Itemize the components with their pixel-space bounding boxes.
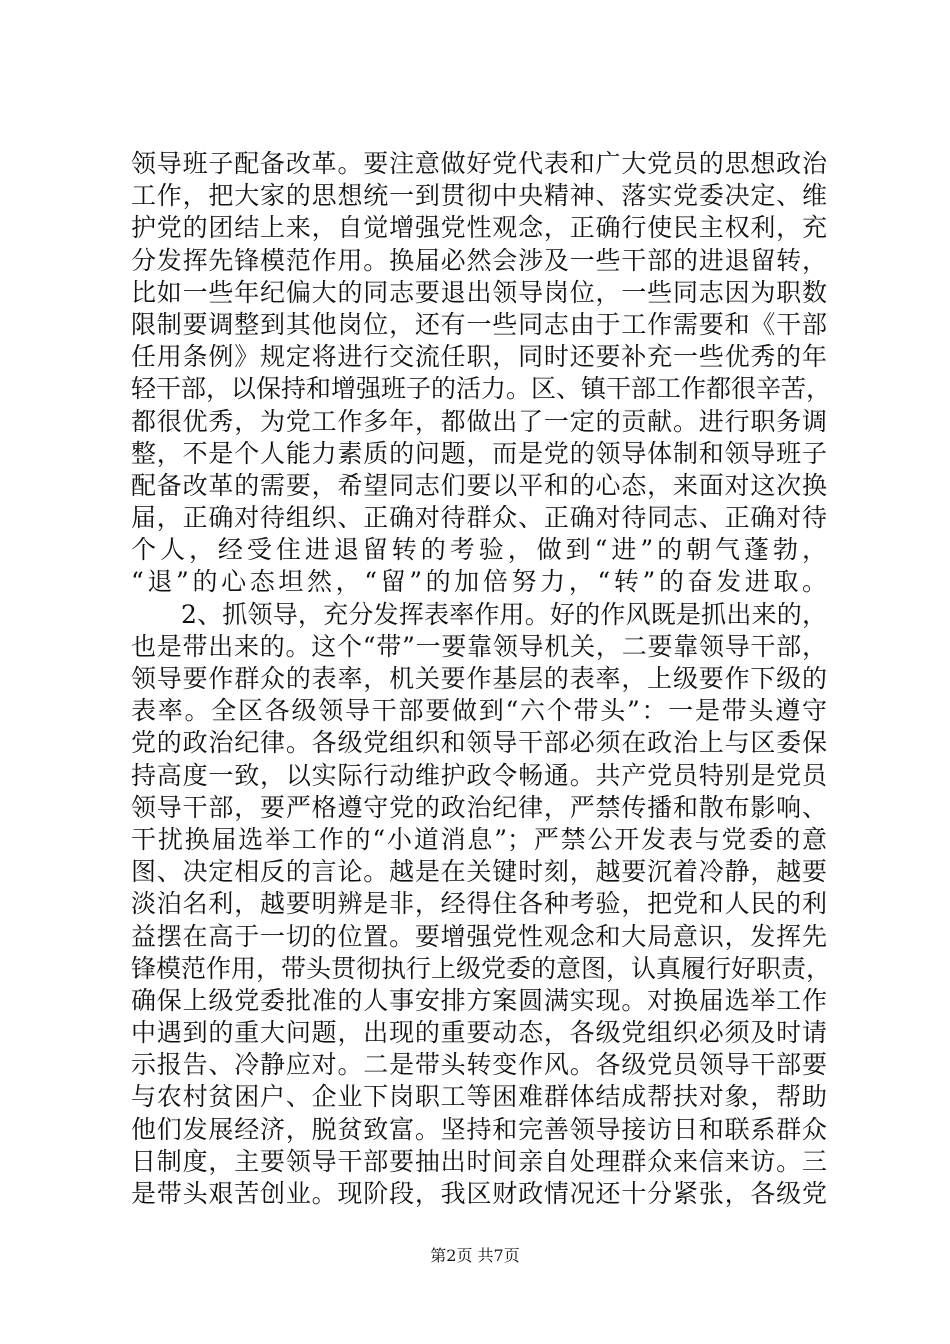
text-line: 党的政治纪律。各级党组织和领导干部必须在政治上与区委保 <box>131 728 827 758</box>
text-line: 配备改革的需要，希望同志们要以平和的心态，来面对这次换 <box>131 470 827 500</box>
body-text <box>131 148 832 1210</box>
text-line: 表率。全区各级领导干部要做到“六个带头”：一是带头遵守 <box>131 696 827 726</box>
text-line: 淡泊名利，越要明辨是非，经得住各种考验，把党和人民的利 <box>131 889 827 919</box>
text-line: 分发挥先锋模范作用。换届必然会涉及一些干部的进退留转， <box>131 245 827 275</box>
text-line: 确保上级党委批准的人事安排方案圆满实现。对换届选举工作 <box>131 985 827 1015</box>
text-line: 限制要调整到其他岗位，还有一些同志由于工作需要和《干部 <box>131 309 827 339</box>
text-line: 日制度，主要领导干部要抽出时间亲自处理群众来信来访。三 <box>131 1146 827 1176</box>
text-line: 中遇到的重大问题，出现的重要动态，各级党组织必须及时请 <box>131 1018 827 1048</box>
paragraph-start-line: 2、抓领导，充分发挥表率作用。好的作风既是抓出来的， <box>181 599 827 629</box>
text-line: 工作，把大家的思想统一到贯彻中央精神、落实党委决定、维 <box>131 181 827 211</box>
text-line: 个人，经受住进退留转的考验，做到“进”的朝气蓬勃， <box>131 535 827 565</box>
text-line: 锋模范作用，带头贯彻执行上级党委的意图，认真履行好职责， <box>131 953 832 983</box>
text-line: 持高度一致，以实际行动维护政令畅通。共产党员特别是党员 <box>131 760 827 790</box>
text-line: 是带头艰苦创业。现阶段，我区财政情况还十分紧张，各级党 <box>131 1179 827 1208</box>
text-line: 也是带出来的。这个“带”一要靠领导机关，二要靠领导干部， <box>131 631 827 661</box>
text-line: 比如一些年纪偏大的同志要退出领导岗位，一些同志因为职数 <box>131 277 827 307</box>
text-line: 届，正确对待组织、正确对待群众、正确对待同志、正确对待 <box>131 503 827 533</box>
text-line: 领导要作群众的表率，机关要作基层的表率，上级要作下级的 <box>131 664 827 693</box>
text-line: 益摆在高于一切的位置。要增强党性观念和大局意识，发挥先 <box>131 921 827 951</box>
text-line: 任用条例》规定将进行交流任职，同时还要补充一些优秀的年 <box>131 342 827 372</box>
page-number-footer: 第2页 共7页 <box>430 1246 520 1265</box>
text-line: 整，不是个人能力素质的问题，而是党的领导体制和领导班子 <box>131 438 827 468</box>
text-line: 护党的团结上来，自觉增强党性观念，正确行使民主权利，充 <box>131 213 827 243</box>
text-line: 他们发展经济，脱贫致富。坚持和完善领导接访日和联系群众 <box>131 1114 827 1144</box>
text-line: 与农村贫困户、企业下岗职工等困难群体结成帮扶对象，帮助 <box>131 1082 827 1112</box>
text-line: 轻干部，以保持和增强班子的活力。区、镇干部工作都很辛苦， <box>131 374 832 404</box>
text-line: 领导干部，要严格遵守党的政治纪律，严禁传播和散布影响、 <box>131 792 827 822</box>
text-line: 图、决定相反的言论。越是在关键时刻，越要沉着冷静，越要 <box>131 857 827 887</box>
text-line: 都很优秀，为党工作多年，都做出了一定的贡献。进行职务调 <box>131 406 827 436</box>
text-line: “退”的心态坦然，“留”的加倍努力，“转”的奋发进取。 <box>131 567 827 597</box>
text-line: 干扰换届选举工作的“小道消息”；严禁公开发表与党委的意 <box>131 824 827 854</box>
text-line: 示报告、冷静应对。二是带头转变作风。各级党员领导干部要 <box>131 1050 827 1080</box>
text-line: 领导班子配备改革。要注意做好党代表和广大党员的思想政治 <box>131 149 827 178</box>
